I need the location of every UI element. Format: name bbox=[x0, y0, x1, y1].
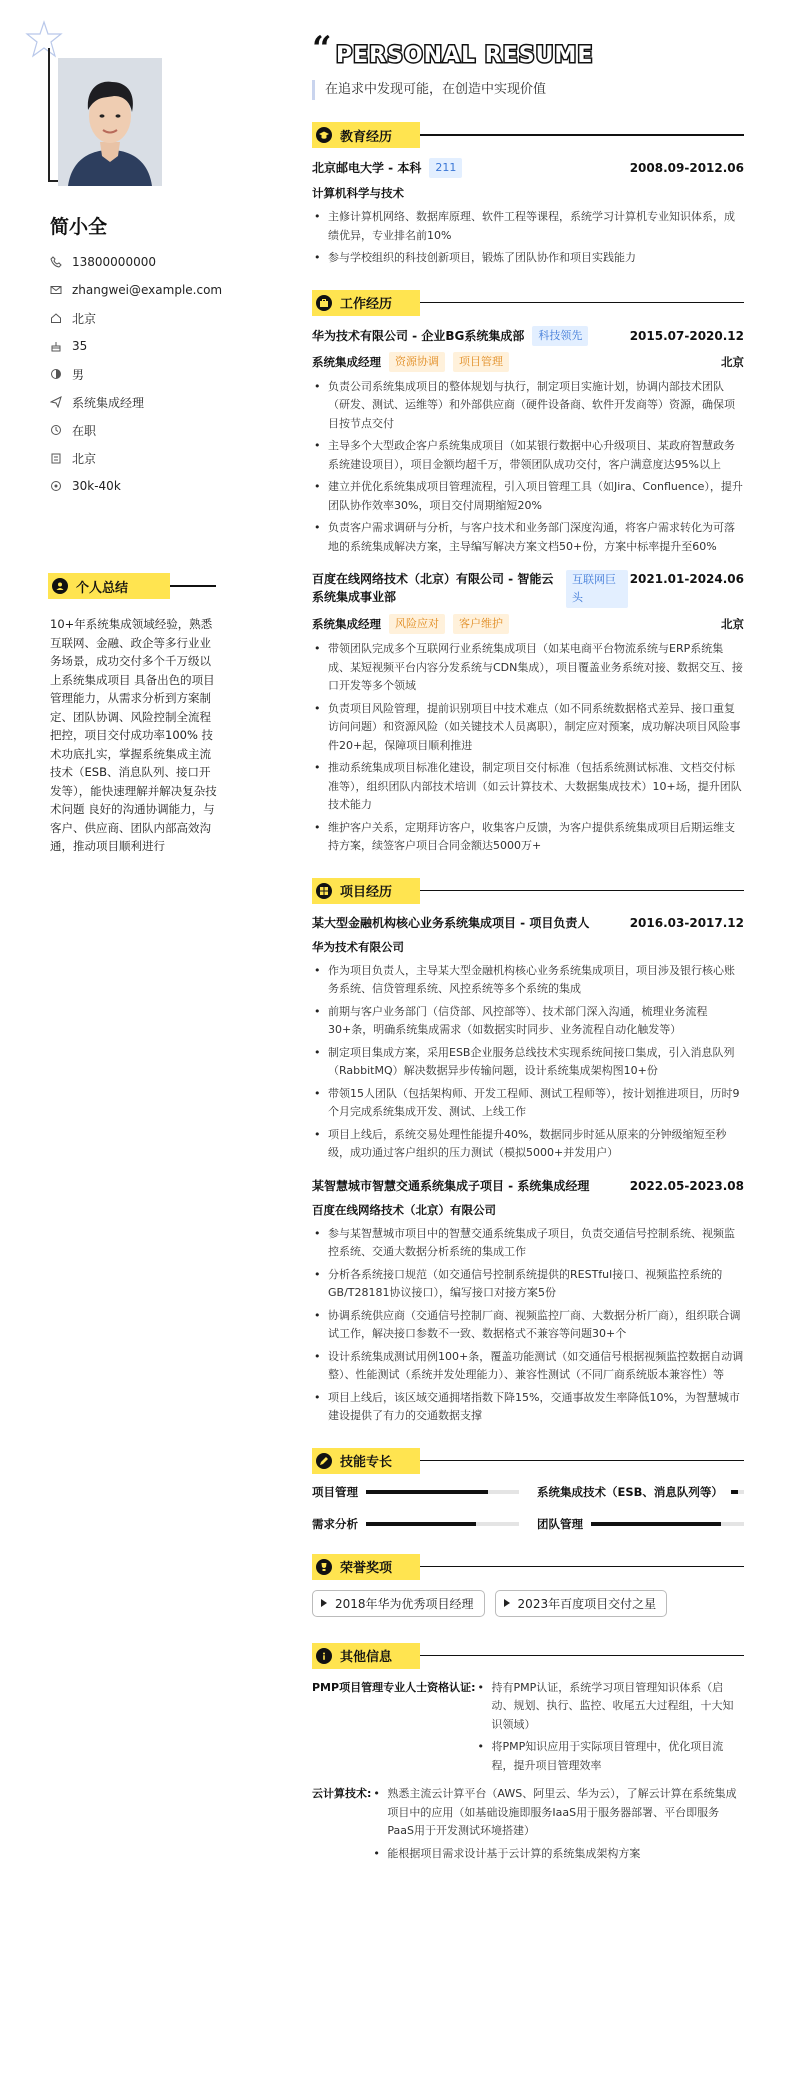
company-name: 百度在线网络技术（北京）有限公司 - 智能云系统集成事业部 bbox=[312, 572, 554, 604]
list-item: • 维护客户关系，定期拜访客户，收集客户反馈，为客户提供系统集成项目后期运维支持方案，续签客户项目合同金额达5000万+ bbox=[312, 819, 744, 856]
skill-fill bbox=[591, 1522, 721, 1526]
pencil-icon bbox=[316, 1453, 332, 1469]
company-tag: 互联网巨头 bbox=[566, 570, 628, 608]
award-label: 2018年华为优秀项目经理 bbox=[335, 1596, 474, 1611]
email-value: zhangwei@example.com bbox=[72, 283, 223, 297]
other-bullets bbox=[371, 1785, 744, 1867]
school-tag: 211 bbox=[429, 158, 462, 178]
summary-section-header bbox=[48, 573, 216, 597]
job-role: 系统集成经理 bbox=[312, 617, 381, 631]
other-item bbox=[312, 1679, 744, 1780]
skill-bar bbox=[366, 1490, 519, 1494]
award-label: 2023年百度项目交付之星 bbox=[517, 1596, 657, 1611]
salary-value: 30k-40k bbox=[72, 479, 121, 493]
info-icon bbox=[316, 1648, 332, 1664]
briefcase-icon bbox=[316, 295, 332, 311]
skill-fill bbox=[366, 1522, 476, 1526]
list-item: • 参与学校组织的科技创新项目，锻炼了团队协作和项目实践能力 bbox=[312, 249, 744, 268]
work-date: 2015.07-2020.12 bbox=[629, 328, 744, 343]
education-section-header bbox=[312, 122, 744, 148]
projects-title: 项目经历 bbox=[340, 885, 393, 900]
project-date: 2022.05-2023.08 bbox=[629, 1178, 744, 1193]
skills-section-header bbox=[312, 1448, 744, 1474]
education-title: 教育经历 bbox=[340, 129, 393, 145]
play-icon bbox=[321, 1599, 327, 1607]
project-name: 某智慧城市智慧交通系统集成子项目 - 系统集成经理 bbox=[312, 1178, 590, 1193]
skill-bar bbox=[731, 1490, 744, 1494]
awards-title: 荣誉奖项 bbox=[340, 1561, 393, 1576]
skill-tag: 项目管理 bbox=[453, 352, 509, 372]
education-bullets bbox=[312, 208, 744, 268]
work-date: 2021.01-2024.06 bbox=[629, 572, 744, 586]
skill-tag: 风险应对 bbox=[389, 614, 445, 634]
list-item: • 作为项目负责人，主导某大型金融机构核心业务系统集成项目，项目涉及银行核心账务系统、信贷管理系统、风控系统等多个系统的集成 bbox=[312, 962, 744, 999]
avatar bbox=[58, 58, 162, 186]
home-icon bbox=[50, 312, 62, 324]
project-bullets bbox=[312, 962, 744, 1163]
project-entry bbox=[312, 914, 744, 1163]
skill-item bbox=[537, 1516, 744, 1532]
status-value: 在职 bbox=[72, 423, 97, 438]
phone-value: 13800000000 bbox=[72, 255, 156, 269]
info-location bbox=[50, 444, 222, 472]
work-bullets bbox=[312, 640, 744, 856]
summary-text: 10+年系统集成领域经验，熟悉互联网、金融、政企等多行业业务场景，成功交付多个千万级以上系统集成项目 具备出色的项目管理能力，从需求分析到方案制定、团队协调、风险控制全流程把控，项目交付成功率100% 技术功底扎实，掌握系统集成主流技术（ESB、消息队列、接口开发等），能快速理解并解决复杂技术问题 良好的沟通协调能力，与客户、供应商、团队内部高效沟通，推动项目顺利进行 bbox=[50, 617, 217, 853]
project-entry bbox=[312, 1177, 744, 1426]
mail-icon bbox=[50, 284, 62, 296]
list-item: • 持有PMP认证，系统学习项目管理知识体系（启动、规划、执行、监控、收尾五大过程组，十大知识领域） bbox=[475, 1679, 744, 1735]
major: 计算机科学与技术 bbox=[312, 186, 404, 200]
trophy-icon bbox=[316, 1559, 332, 1575]
list-item: • 设计系统集成测试用例100+条，覆盖功能测试（如交通信号根据视频监控数据自动调整）、性能测试（系统并发处理能力）、兼容性测试（不同厂商系统版本兼容性）等 bbox=[312, 1348, 744, 1385]
svg-text:“: “ bbox=[312, 30, 332, 69]
hometown-value: 北京 bbox=[72, 311, 97, 326]
project-date: 2016.03-2017.12 bbox=[629, 915, 744, 930]
grid-icon bbox=[316, 883, 332, 899]
list-item: • 带领15人团队（包括架构师、开发工程师、测试工程师等），按计划推进项目，历时9个月完成系统集成开发、测试、上线工作 bbox=[312, 1085, 744, 1122]
contact-info-list bbox=[50, 248, 222, 500]
award-item bbox=[312, 1590, 485, 1617]
list-item: • 参与某智慧城市项目中的智慧交通系统集成子项目，负责交通信号控制系统、视频监控系统、交通大数据分析系统的集成工作 bbox=[312, 1225, 744, 1262]
resume-title bbox=[312, 30, 744, 74]
skill-bar bbox=[366, 1522, 519, 1526]
send-icon bbox=[50, 396, 62, 408]
awards-section-header bbox=[312, 1554, 744, 1580]
list-item: • 能根据项目需求设计基于云计算的系统集成架构方案 bbox=[371, 1845, 744, 1864]
person-name: 简小全 bbox=[50, 216, 108, 238]
info-phone bbox=[50, 248, 222, 276]
other-item bbox=[312, 1785, 744, 1867]
project-section-header bbox=[312, 878, 744, 904]
education-entry bbox=[312, 158, 744, 268]
skill-name: 项目管理 bbox=[312, 1484, 358, 1499]
work-entry bbox=[312, 570, 744, 856]
skills-title: 技能专长 bbox=[340, 1455, 393, 1470]
other-bullets bbox=[475, 1679, 744, 1780]
skill-fill bbox=[731, 1490, 738, 1494]
info-email bbox=[50, 276, 222, 304]
phone-icon bbox=[50, 256, 62, 268]
work-section-header bbox=[312, 290, 744, 316]
other-section-header bbox=[312, 1643, 744, 1669]
skill-fill bbox=[366, 1490, 488, 1494]
gender-value: 男 bbox=[72, 367, 85, 382]
list-item: • 负责项目风险管理，提前识别项目中技术难点（如不同系统数据格式差异、接口重复访问问题）和资源风险（如关键技术人员离职），制定应对预案，成功解决项目风险事件20+起，保障项目顺利推进 bbox=[312, 700, 744, 756]
work-city: 北京 bbox=[721, 354, 744, 369]
list-item: • 将PMP知识应用于实际项目管理中，优化项目流程，提升项目管理效率 bbox=[475, 1738, 744, 1775]
company-name: 华为技术有限公司 - 企业BG系统集成部 bbox=[312, 328, 525, 343]
skill-tag: 客户维护 bbox=[453, 614, 509, 634]
list-item: • 推动系统集成项目标准化建设，制定项目交付标准（包括系统测试标准、文档交付标准等），组织团队内部技术培训（如云计算技术、大数据集成技术）10+场，提升团队技术能力 bbox=[312, 759, 744, 815]
list-item: • 协调系统供应商（交通信号控制厂商、视频监控厂商、大数据分析厂商），组织联合调试工作，解决接口参数不一致、数据格式不兼容等问题30+个 bbox=[312, 1307, 744, 1344]
building-icon bbox=[50, 452, 62, 464]
person-icon bbox=[52, 578, 68, 594]
info-age bbox=[50, 332, 222, 360]
info-salary bbox=[50, 472, 222, 500]
work-bullets bbox=[312, 378, 744, 557]
project-name: 某大型金融机构核心业务系统集成项目 - 项目负责人 bbox=[312, 915, 590, 930]
award-item bbox=[495, 1590, 668, 1617]
list-item: • 负责公司系统集成项目的整体规划与执行，制定项目实施计划，协调内部技术团队（研发、测试、运维等）和外部供应商（硬件设备商、软件开发商等）资源，确保项目按节点交付 bbox=[312, 378, 744, 434]
list-item: • 带领团队完成多个互联网行业系统集成项目（如某电商平台物流系统与ERP系统集成、某短视频平台内容分发系统与CDN集成），项目覆盖业务系统对接、数据交互、接口开发等多个领域 bbox=[312, 640, 744, 696]
left-column bbox=[0, 0, 240, 2093]
education-date: 2008.09-2012.06 bbox=[629, 161, 744, 175]
skill-name: 团队管理 bbox=[537, 1516, 583, 1531]
skill-name: 系统集成技术（ESB、消息队列等） bbox=[537, 1484, 723, 1499]
list-item: • 制定项目集成方案，采用ESB企业服务总线技术实现系统间接口集成，引入消息队列（RabbitMQ）解决数据异步传输问题，设计系统集成架构图10+份 bbox=[312, 1044, 744, 1081]
list-item: • 建立并优化系统集成项目管理流程，引入项目管理工具（如Jira、Confluence），提升团队协作效率30%，项目交付周期缩短20% bbox=[312, 478, 744, 515]
project-org: 百度在线网络技术（北京）有限公司 bbox=[312, 1202, 496, 1217]
skill-name: 需求分析 bbox=[312, 1516, 358, 1531]
list-item: • 熟悉主流云计算平台（AWS、阿里云、华为云），了解云计算在系统集成项目中的应用（如基础设施即服务IaaS用于服务器部署、平台即服务PaaS用于开发测试环境搭建） bbox=[371, 1785, 744, 1841]
right-column bbox=[312, 0, 744, 1873]
other-label: 云计算技术: bbox=[312, 1787, 372, 1800]
job-role: 系统集成经理 bbox=[312, 354, 381, 369]
position-value: 系统集成经理 bbox=[72, 395, 145, 410]
project-bullets bbox=[312, 1225, 744, 1426]
list-item: • 项目上线后，该区域交通拥堵指数下降15%，交通事故发生率降低10%，为智慧城市建设提供了有力的交通数据支撑 bbox=[312, 1389, 744, 1426]
info-status bbox=[50, 416, 222, 444]
graduation-cap-icon bbox=[316, 127, 332, 143]
summary-title: 个人总结 bbox=[76, 580, 129, 596]
work-city: 北京 bbox=[721, 617, 744, 631]
other-label: PMP项目管理专业人士资格认证: bbox=[312, 1680, 476, 1694]
work-title: 工作经历 bbox=[340, 297, 393, 312]
skill-item bbox=[312, 1484, 519, 1500]
list-item: • 负责客户需求调研与分析，与客户技术和业务部门深度沟通，将客户需求转化为可落地的系统集成解决方案，主导编写解决方案文档50+份，方案中标率提升至60% bbox=[312, 519, 744, 556]
list-item: • 分析各系统接口规范（如交通信号控制系统提供的RESTful接口、视频监控系统的GB/T28181协议接口），编写接口对接方案5份 bbox=[312, 1266, 744, 1303]
company-tag: 科技领先 bbox=[532, 326, 588, 346]
resume-title-text: PERSONAL RESUME bbox=[336, 43, 594, 68]
info-gender bbox=[50, 360, 222, 388]
cake-icon bbox=[50, 340, 62, 352]
info-position bbox=[50, 388, 222, 416]
play-icon bbox=[504, 1599, 510, 1607]
age-value: 35 bbox=[72, 339, 88, 353]
status-icon bbox=[50, 424, 62, 436]
awards-list bbox=[312, 1590, 744, 1617]
info-home bbox=[50, 304, 222, 332]
skills-grid bbox=[312, 1484, 744, 1532]
skill-tag: 资源协调 bbox=[389, 352, 445, 372]
skill-item bbox=[312, 1516, 519, 1532]
location-value: 北京 bbox=[72, 451, 97, 466]
list-item: • 主导多个大型政企客户系统集成项目（如某银行数据中心升级项目、某政府智慧政务系统建设项目），项目金额均超千万，带领团队成功交付，客户满意度达95%以上 bbox=[312, 437, 744, 474]
skill-bar bbox=[591, 1522, 744, 1526]
tagline: 在追求中发现可能，在创造中实现价值 bbox=[312, 80, 744, 100]
skill-item bbox=[537, 1484, 744, 1500]
gender-icon bbox=[50, 368, 62, 380]
salary-icon bbox=[50, 480, 62, 492]
other-title: 其他信息 bbox=[340, 1650, 393, 1665]
project-org: 华为技术有限公司 bbox=[312, 939, 404, 954]
list-item: • 主修计算机网络、数据库原理、软件工程等课程，系统学习计算机专业知识体系，成绩优异，专业排名前10% bbox=[312, 208, 744, 245]
list-item: • 项目上线后，系统交易处理性能提升40%，数据同步时延从原来的分钟级缩短至秒级，成功通过客户组织的压力测试（模拟5000+并发用户） bbox=[312, 1126, 744, 1163]
work-entry bbox=[312, 326, 744, 557]
school-name: 北京邮电大学 - 本科 bbox=[312, 161, 422, 175]
list-item: • 前期与客户业务部门（信贷部、风控部等）、技术部门深入沟通，梳理业务流程30+条，明确系统集成需求（如数据实时同步、业务流程自动化触发等） bbox=[312, 1003, 744, 1040]
